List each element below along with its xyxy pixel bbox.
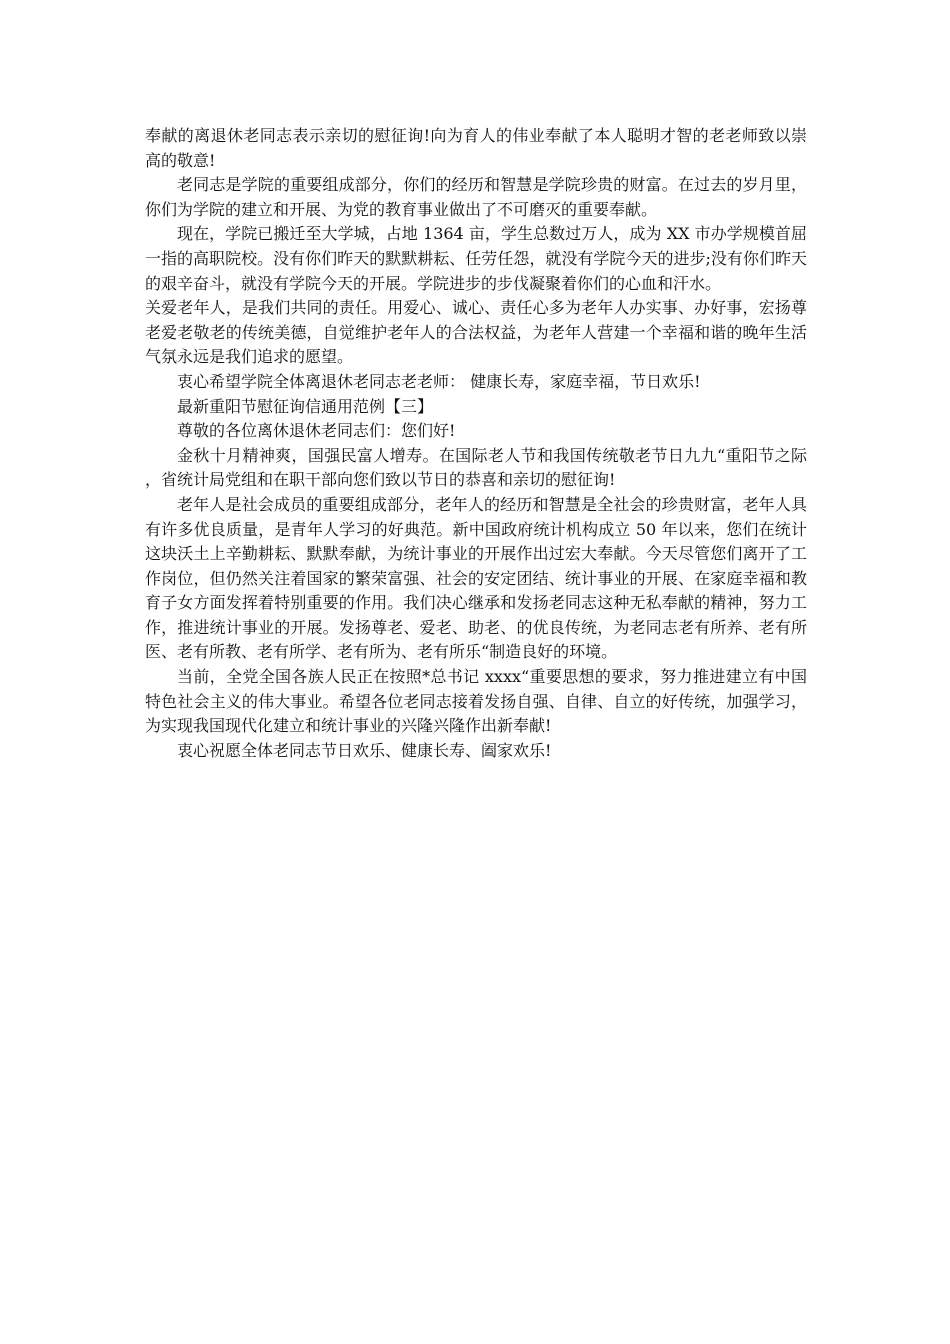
closing-wish: 衷心祝愿全体老同志节日欢乐、健康长寿、阖家欢乐! (177, 740, 552, 760)
paragraph-10: 当前，全党全国各族人民正在按照*总书记 xxxx“重要思想的要求，努力推进建立有中国特色社会主义的伟大事业。希望各位老同志接着发扬自强、自律、自立的好传统，加强学习，为实现我国现代化建立和统计事业的兴隆兴隆作出新奉献! (145, 667, 807, 736)
paragraph-8: 金秋十月精神爽，国强民富人增寿。在国际老人节和我国传统敬老节日九九“重阳节之际，省统计局党组和在职干部向您们致以节日的恭喜和亲切的慰征询! (145, 445, 807, 490)
paragraph-1: 奉献的离退休老同志表示亲切的慰征询!向为育人的伟业奉献了本人聪明才智的老老师致以崇高的敬意! (145, 126, 807, 170)
paragraph-3: 现在，学院已搬迁至大学城，占地 1364 亩，学生总数过万人，成为 XX 市办学规模首屈一指的高职院校。没有你们昨天的默默耕耘、任劳任怨，就没有学院今天的进步;没有你们昨天的艰辛奋斗，就没有学院今天的开展。学院进步的步伐凝聚着你们的心血和汗水。 (145, 224, 807, 293)
paragraph-2: 老同志是学院的重要组成部分，你们的经历和智慧是学院珍贵的财富。在过去的岁月里，你们为学院的建立和开展、为党的教育事业做出了不可磨灭的重要奉献。 (145, 175, 807, 219)
salutation: 尊敬的各位离休退休老同志们：您们好! (177, 421, 456, 441)
paragraph-4: 关爱老年人，是我们共同的责任。用爱心、诚心、责任心多为老年人办实事、办好事，宏扬尊老爱老敬老的传统美德，自觉维护老年人的合法权益，为老年人营建一个幸福和谐的晚年生活气氛永远是我们追求的愿望。 (145, 298, 807, 367)
paragraph-5: 衷心希望学院全体离退休老同志老老师： 健康长寿，家庭幸福，节日欢乐! (177, 371, 701, 391)
document-body (145, 124, 807, 763)
section-heading: 最新重阳节慰征询信通用范例【三】 (177, 396, 434, 416)
paragraph-9: 老年人是社会成员的重要组成部分，老年人的经历和智慧是全社会的珍贵财富，老年人具有许多优良质量，是青年人学习的好典范。新中国政府统计机构成立 50 年以来，您们在统计这块沃土上辛勤耕耘、默默奉献，为统计事业的开展作出过宏大奉献。今天尽管您们离开了工作岗位，但仍然关注着国家的繁荣富强、社会的安定团结、统计事业的开展、在家庭幸福和教育子女方面发挥着特别重要的作用。我们决心继承和发扬老同志这种无私奉献的精神，努力工作，推进统计事业的开展。发扬尊老、爱老、助老、的优良传统，为老同志老有所养、老有所医、老有所教、老有所学、老有所为、老有所乐“制造良好的环境。 (145, 494, 807, 662)
